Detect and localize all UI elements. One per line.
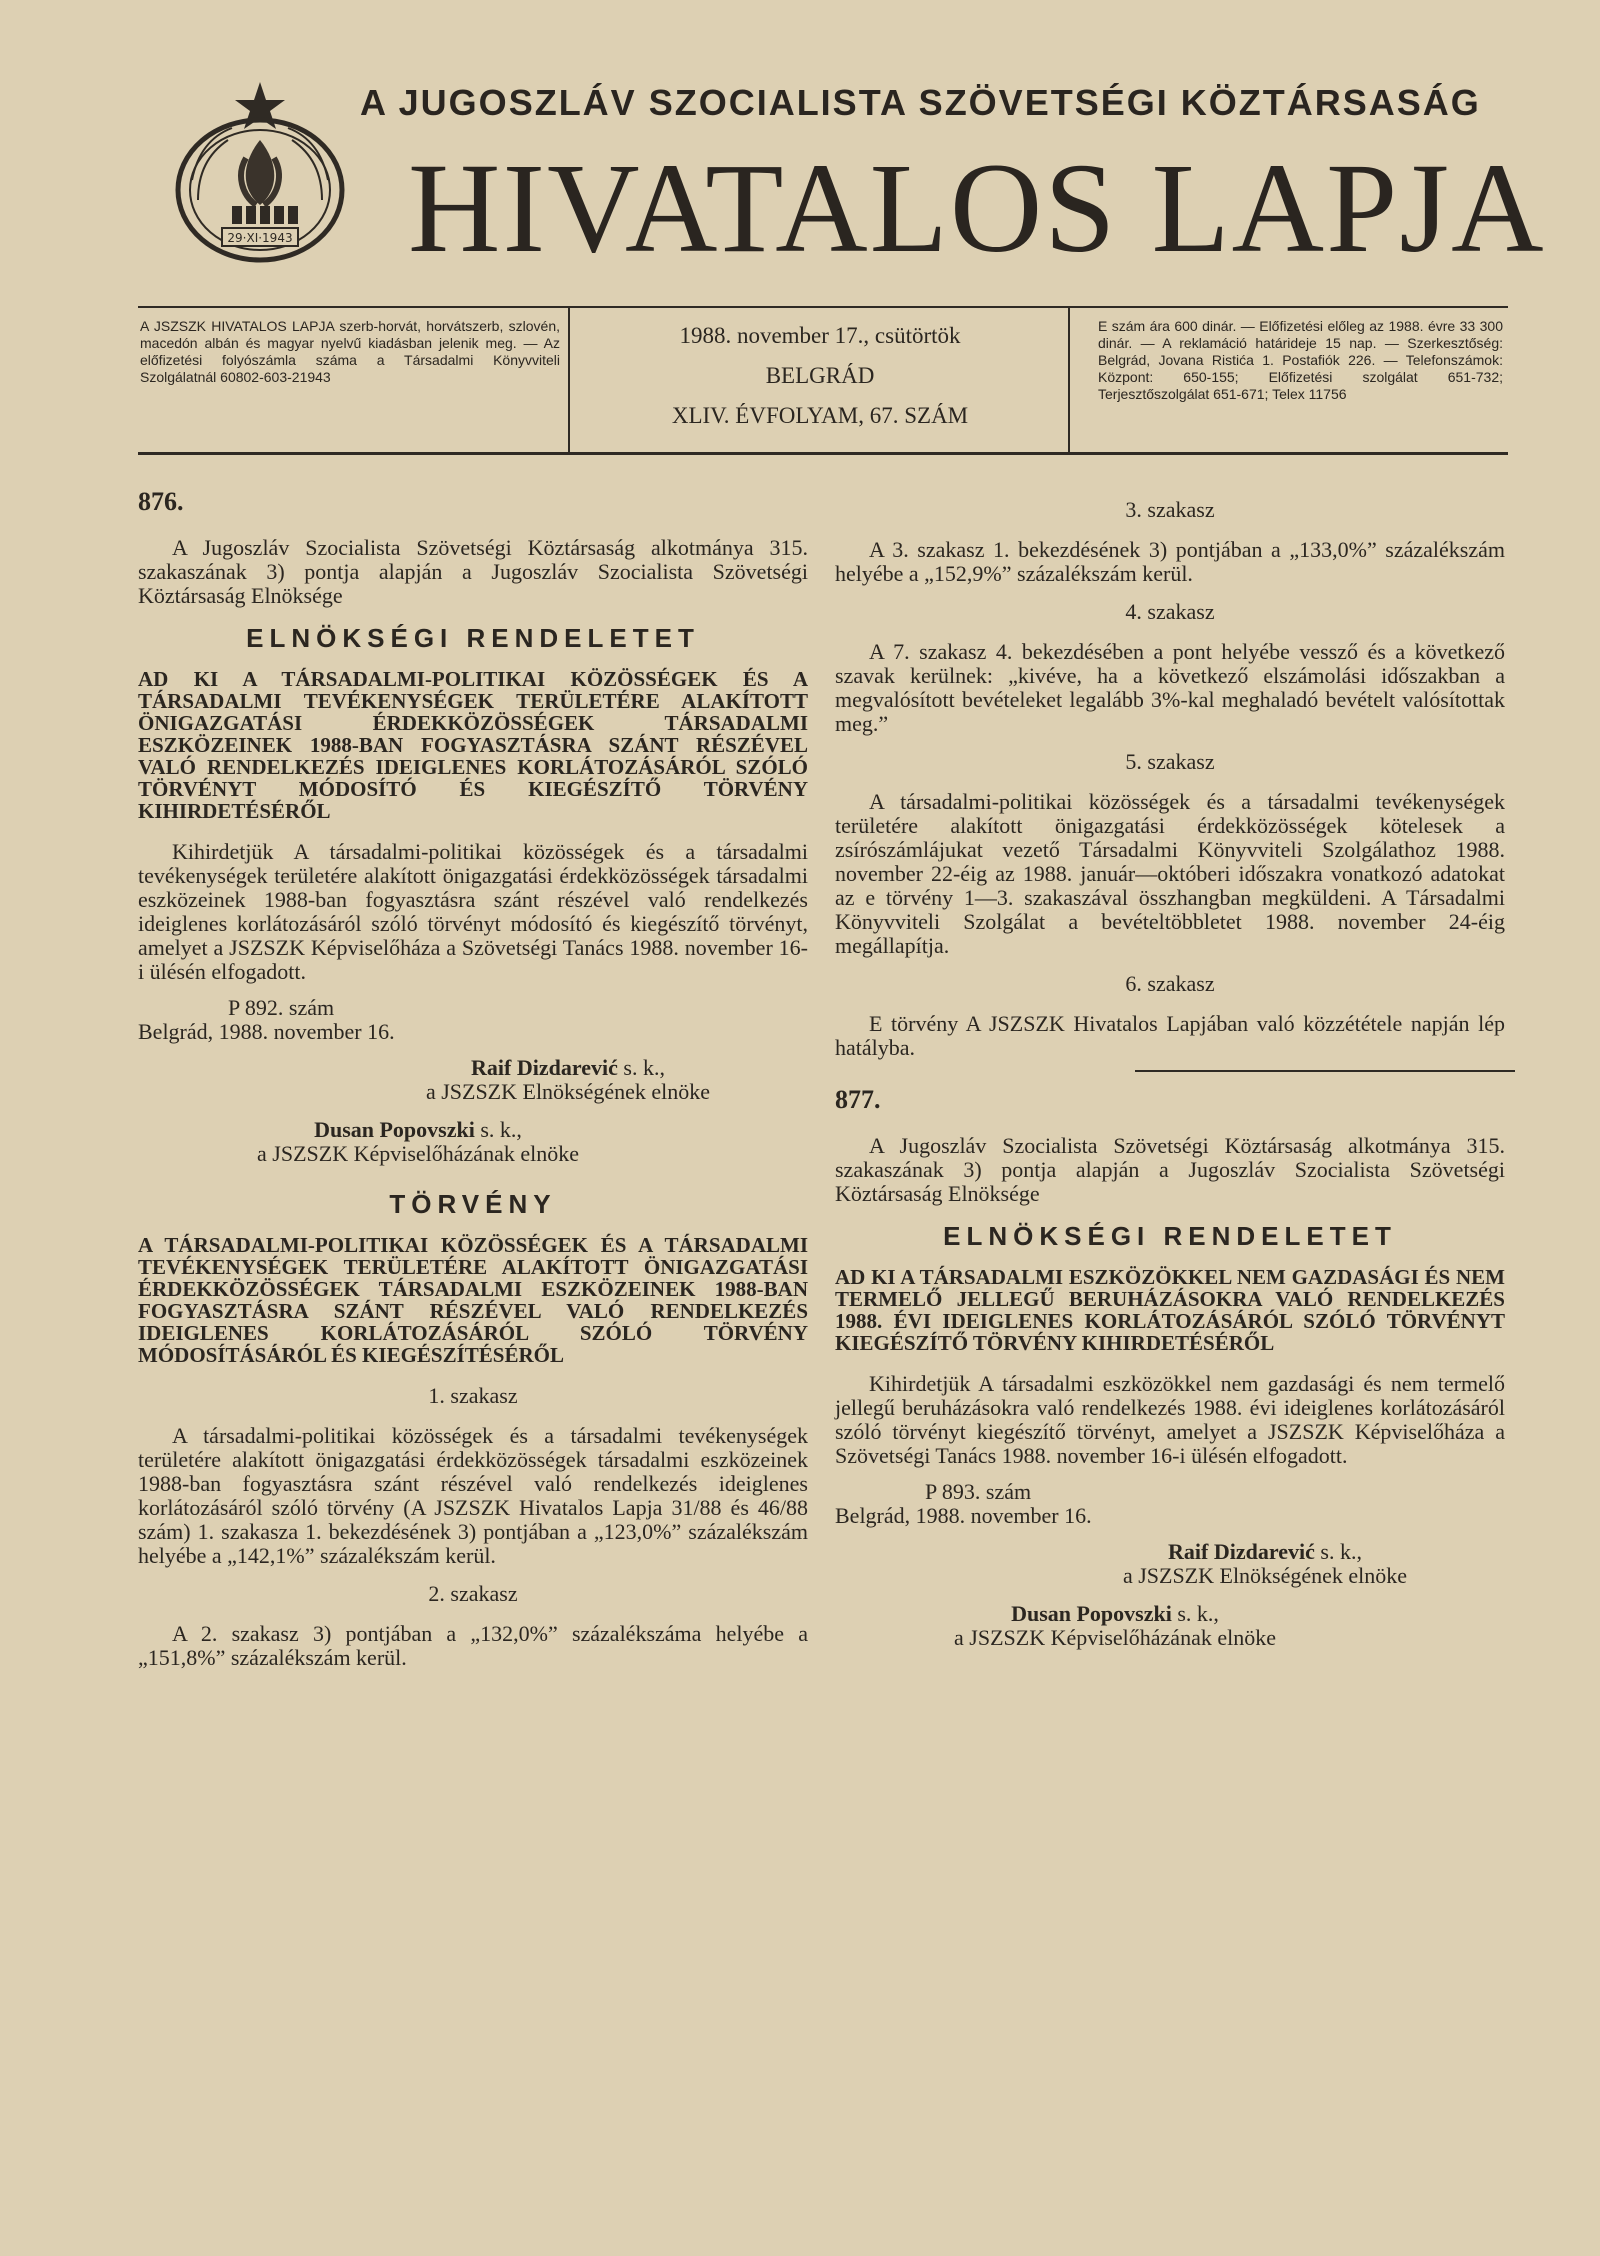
price-contact-info: E szám ára 600 dinár. — Előfizetési előleg az 1988. évre 33 300 dinár. — A reklamáció határideje 15 nap. — Szerkesztőség: Belgrád, Jovana Ristića 1. Postafiók 226. — Telefonszámok: Központ: 650-155; Előfizetési szolgálat 651-732; Terjesztőszolgálat 651-671; Telex 11756 bbox=[1098, 318, 1503, 402]
issue-date: 1988. november 17., csütörtök bbox=[679, 323, 961, 348]
signatory-name: Dusan Popovszki bbox=[1011, 1601, 1172, 1626]
issue-volume: XLIV. ÉVFOLYAM, 67. SZÁM bbox=[671, 403, 969, 428]
section-6-text: E törvény A JSZSZK Hivatalos Lapjában való közzététele napján lép hatályba. bbox=[835, 1011, 1505, 1060]
signatory-sk: s. k., bbox=[623, 1055, 665, 1080]
intro-paragraph: A Jugoszláv Szocialista Szövetségi Köztársaság alkotmánya 315. szakaszának 3) pontja alapján a Jugoszláv Szocialista Szövetségi Köztársaság Elnöksége bbox=[835, 1133, 1505, 1206]
section-5-heading: 5. szakasz bbox=[1125, 749, 1215, 774]
signatory-role: a JSZSZK Elnökségének elnöke bbox=[425, 1079, 711, 1104]
coat-of-arms-emblem bbox=[170, 80, 350, 270]
section-5-text: A társadalmi-politikai közösségek és a társadalmi tevékenységek területére alakított önigazgatási érdekközösségek kötelesek a zsírószámlájukat vezető Társadalmi Könyvviteli Szolgálathoz 1988. november 22-éig az 1988. január—októberi időszakra vonatkozó adatokat az e törvény 1—3. szakaszával összhangban megküldeni. A Társadalmi Könyvviteli Szolgálat a bevételtöbbletet 1988. november 24-éig megállapítja. bbox=[835, 789, 1505, 958]
section-3-text: A 3. szakasz 1. bekezdésének 3) pontjában a „133,0%” százalékszám helyébe a „152,9%” százalékszám kerül. bbox=[835, 537, 1505, 586]
promulgation-paragraph: Kihirdetjük A társadalmi-politikai közösségek és a társadalmi tevékenységek területére alakított önigazgatási érdekközösségek társadalmi eszközeinek 1988-ban fogyasztásra szánt részével való rendelkezés ideiglenes korlátozásáról szóló törvényt módosító és kiegészítő törvényt, amelyet a JSZSZK Képviselőháza a Szövetségi Tanács 1988. november 16-i ülésén elfogadott. bbox=[138, 839, 808, 984]
signatory-sk: s. k., bbox=[1320, 1539, 1362, 1564]
section-4-text: A 7. szakasz 4. bekezdésében a pont helyébe vessző és a következő szavak kerülnek: „kivéve, ha a következő elszámolási időszakban a megvalósított bevételeket legalább 3%-kal meghaladó bevételt valósítottak meg.” bbox=[835, 639, 1505, 736]
signatory-name: Raif Dizdarević bbox=[471, 1055, 618, 1080]
section-4-heading: 4. szakasz bbox=[1125, 599, 1215, 624]
issue-place: BELGRÁD bbox=[765, 363, 875, 388]
header-bottom-rule bbox=[138, 452, 1508, 455]
issue-info bbox=[575, 316, 1065, 436]
signature-president bbox=[1095, 1540, 1435, 1588]
right-column bbox=[835, 498, 1505, 1650]
item-number-877: 877. bbox=[835, 1085, 881, 1114]
section-2-heading: 2. szakasz bbox=[428, 1581, 518, 1606]
emblem-date-label: 29·XI·1943 bbox=[227, 231, 293, 245]
section-6-heading: 6. szakasz bbox=[1125, 971, 1215, 996]
item-number-876: 876. bbox=[138, 487, 184, 516]
header-divider-right bbox=[1068, 306, 1070, 452]
signatory-name: Raif Dizdarević bbox=[1168, 1539, 1315, 1564]
decree-title: AD KI A TÁRSADALMI ESZKÖZÖKKEL NEM GAZDASÁGI ÉS NEM TERMELŐ JELLEGŰ BERUHÁZÁSOKRA VALÓ RENDELKEZÉS 1988. ÉVI IDEIGLENES KORLÁTOZÁSÁRÓL SZÓLÓ TÖRVÉNYT KIEGÉSZÍTŐ TÖRVÉNY KIHIRDETÉSÉRŐL bbox=[835, 1265, 1505, 1355]
reference-number: P 893. szám bbox=[925, 1479, 1032, 1504]
decree-title: AD KI A TÁRSADALMI-POLITIKAI KÖZÖSSÉGEK ÉS A TÁRSADALMI TEVÉKENYSÉGEK TERÜLETÉRE ALAKÍTOTT ÖNIGAZGATÁSI ÉRDEKKÖZÖSSÉGEK TÁRSADALMI ESZKÖZEINEK 1988-BAN FOGYASZTÁSRA SZÁNT RÉSZÉVEL VALÓ RENDELKEZÉS IDEIGLENES KORLÁTOZÁSÁRÓL SZÓLÓ TÖRVÉNYT MÓDOSÍTÓ ÉS KIEGÉSZÍTŐ TÖRVÉNY KIHIRDETÉSÉRŐL bbox=[138, 667, 808, 823]
section-1-text: A társadalmi-politikai közösségek és a társadalmi tevékenységek területére alakított önigazgatási érdekközösségek társadalmi eszközeinek 1988-ban fogyasztásra szánt részével való rendelkezés ideiglenes korlátozásáról szóló törvény (A JSZSZK Hivatalos Lapja 31/88 és 46/88 szám) 1. szakasza 1. bekezdésének 3) pontjában a „123,0%” százalékszám helyébe a „142,1%” százalékszám kerül. bbox=[138, 1423, 808, 1568]
signatory-role: a JSZSZK Képviselőházának elnöke bbox=[257, 1141, 579, 1166]
reference-date: Belgrád, 1988. november 16. bbox=[835, 1503, 1092, 1528]
reference-number: P 892. szám bbox=[228, 995, 335, 1020]
publication-title: HIVATALOS LAPJA bbox=[408, 137, 1546, 279]
decree-heading: ELNÖKSÉGI RENDELETET bbox=[246, 623, 700, 653]
reference-date: Belgrád, 1988. november 16. bbox=[138, 1019, 395, 1044]
separator-rule bbox=[1135, 1070, 1515, 1072]
section-2-text: A 2. szakasz 3) pontjában a „132,0%” százalékszáma helyébe a „151,8%” százalékszám kerül. bbox=[138, 1621, 808, 1670]
signature-assembly bbox=[945, 1602, 1285, 1650]
subscription-info: A JSZSZK HIVATALOS LAPJA szerb-horvát, horvátszerb, szlovén, macedón albán és magyar nyelvű kiadásban jelenik meg. — Az előfizetési folyószámla száma a Társadalmi Könyvviteli Szolgálatnál 60802-603-21943 bbox=[140, 318, 560, 385]
promulgation-paragraph: Kihirdetjük A társadalmi eszközökkel nem gazdasági és nem termelő jellegű beruházásokra való rendelkezés 1988. évi ideiglenes korlátozásáról szóló törvényt kiegészítő törvényt, amelyet a JSZSZK Képviselőháza a Szövetségi Tanács 1988. november 16-i ülésén elfogadott. bbox=[835, 1371, 1505, 1468]
country-title: A JUGOSZLÁV SZOCIALISTA SZÖVETSÉGI KÖZTÁRSASÁG bbox=[360, 82, 1481, 123]
signatory-sk: s. k., bbox=[480, 1117, 522, 1142]
section-1-heading: 1. szakasz bbox=[428, 1383, 518, 1408]
section-3-heading: 3. szakasz bbox=[1125, 497, 1215, 522]
signatory-name: Dusan Popovszki bbox=[314, 1117, 475, 1142]
intro-paragraph: A Jugoszláv Szocialista Szövetségi Köztársaság alkotmánya 315. szakaszának 3) pontja alapján a Jugoszláv Szocialista Szövetségi Köztársaság Elnöksége bbox=[138, 535, 808, 608]
signature-president bbox=[398, 1056, 738, 1104]
header-top-rule bbox=[138, 306, 1508, 308]
header-divider-left bbox=[568, 306, 570, 452]
law-title: A TÁRSADALMI-POLITIKAI KÖZÖSSÉGEK ÉS A TÁRSADALMI TEVÉKENYSÉGEK TERÜLETÉRE ALAKÍTOTT ÖNIGAZGATÁSI ÉRDEKKÖZÖSSÉGEK TÁRSADALMI ESZKÖZEINEK 1988-BAN FOGYASZTÁSRA SZÁNT RÉSZÉVEL VALÓ RENDELKEZÉS IDEIGLENES KORLÁTOZÁSÁRÓL SZÓLÓ TÖRVÉNY MÓDOSÍTÁSÁRÓL ÉS KIEGÉSZÍTÉSÉRŐL bbox=[138, 1233, 808, 1367]
signatory-role: a JSZSZK Képviselőházának elnöke bbox=[954, 1625, 1276, 1650]
decree-heading: ELNÖKSÉGI RENDELETET bbox=[943, 1221, 1397, 1251]
left-column bbox=[138, 487, 808, 1680]
signatory-sk: s. k., bbox=[1177, 1601, 1219, 1626]
law-heading: TÖRVÉNY bbox=[389, 1189, 557, 1219]
signatory-role: a JSZSZK Elnökségének elnöke bbox=[1122, 1563, 1408, 1588]
signature-assembly bbox=[248, 1118, 588, 1166]
